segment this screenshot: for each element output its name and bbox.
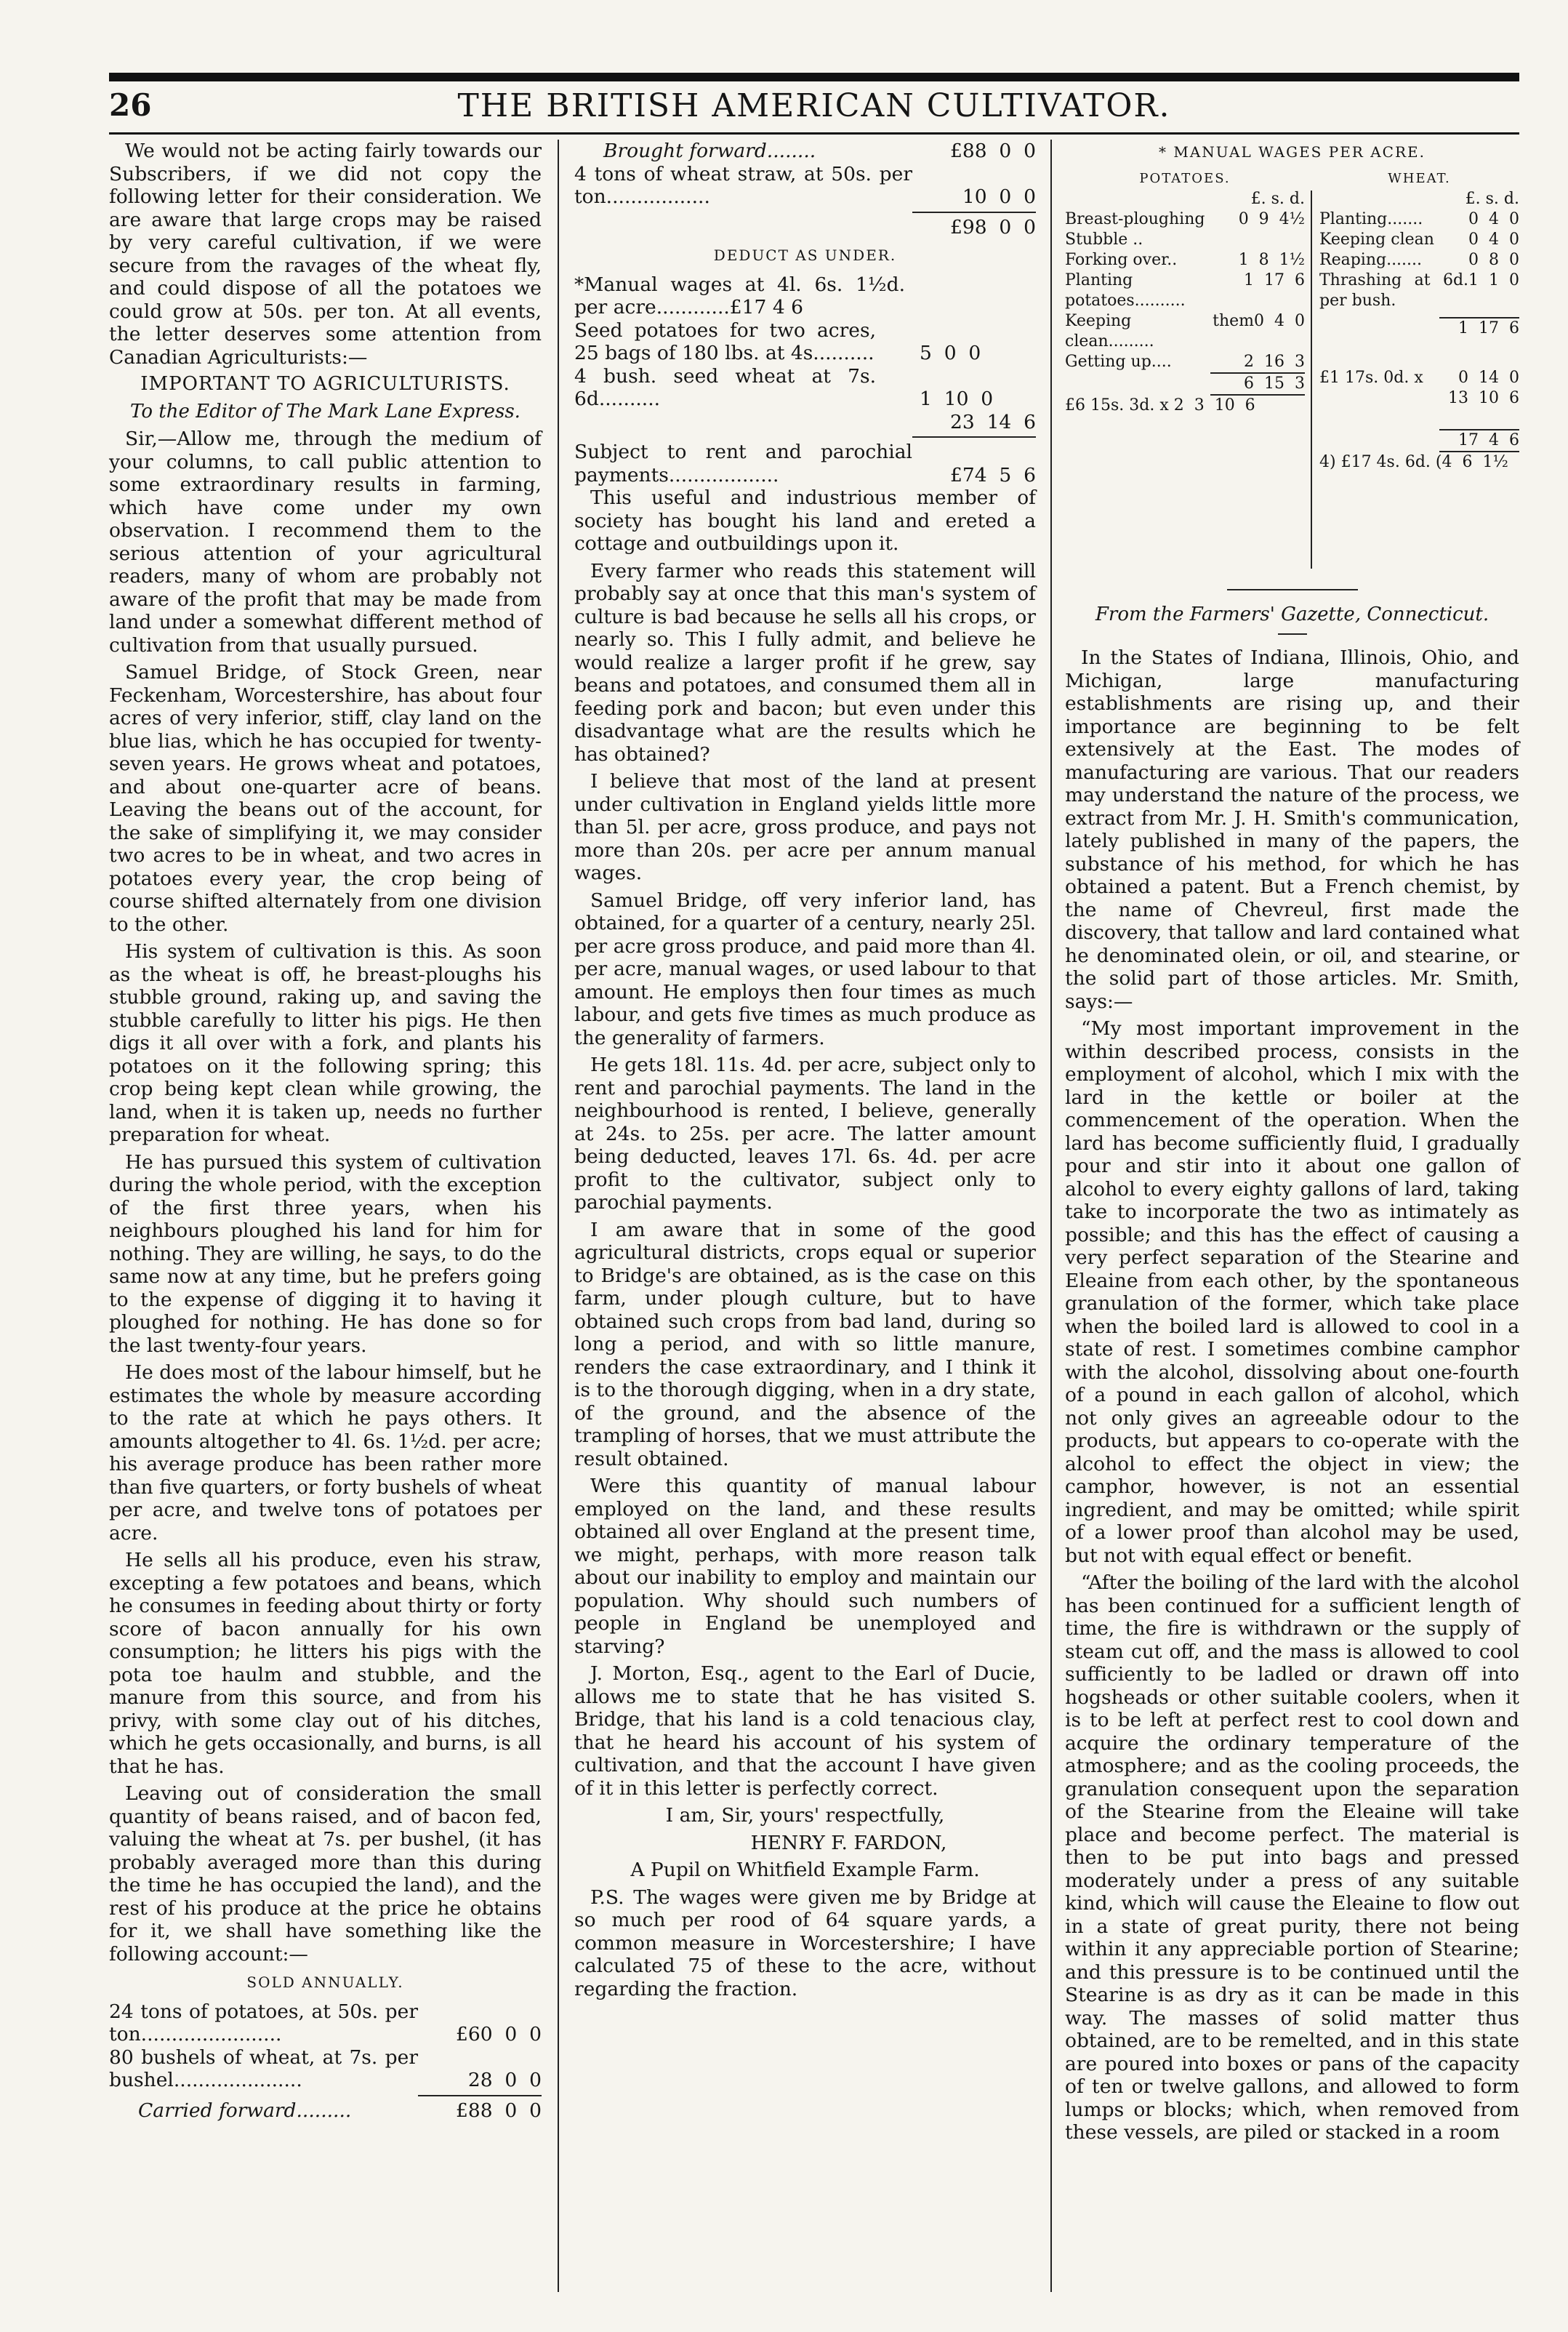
wage-value: 0 4 0 [1254,311,1305,330]
closing-line: I am, Sir, yours' respectfully, [665,1804,945,1827]
account-value: £60 0 0 [456,2023,542,2045]
paragraph: In the States of Indiana, Illinois, Ohio, and Michigan, large manufacturing establishments are rising up, and their importance are beginning to be felt extensively at the East. The modes of manufacturing are various. That our readers may understand the nature of the process, we extract from Mr. J. H. Smith's communication, lately published in many of the papers, the substance of his method, for which he has obtained a patent. But a French chemist, by the name of Chevreul, first made the discovery, that tallow and lard contained what he denominated olein, or oil, and stearine, or the solid part of those articles. Mr. Smith, says:— [1065,646,1519,1013]
sum-rule [912,212,1036,213]
wage-label: Planting potatoes.......... [1065,271,1186,310]
account-label: 4 tons of wheat straw, at 50s. per ton................. [574,162,912,208]
wage-label: Forking over.. [1065,250,1178,269]
account-row [574,319,1036,365]
column-3 [1065,140,1519,2149]
account-row [109,2046,542,2092]
masthead [109,87,1519,131]
article-heading: IMPORTANT TO AGRICULTURISTS. [140,373,510,395]
paragraph: “My most important improvement in the within described process, consists in the employment of alcohol, which I mix with the lard in the kettle or boiler at the commencement of the operation. When the lard has become sufficiently fluid, I gradually pour and stir into it about one gallon of alcohol to every eighty gallons of lard, taking take to incorporate the two as intimately as possible; and this has the effect of causing a very perfect separation of the Stearine and Eleaine from each other, by the spontaneous granulation of the former, which take place when the boiled lard is allowed to cool in a state of rest. I sometimes combine camphor with the alcohol, dissolving about one-fourth of a pound in each gallon of alcohol, which not only gives an agreeable odour to the products, but appears to co-operate with the alcohol to effect the object in view; the camphor, however, is not an essential ingredient, and may be omitted; while spirit of a lower proof than alcohol may be used, but not with equal effect or benefit. [1065,1017,1519,1567]
account-row [109,2099,542,2123]
wage-value: 0 9 4½ [1238,209,1305,228]
account-value: £98 0 0 [950,215,1036,239]
column-divider-2 [1050,140,1052,2292]
lsd-header: £. s. d. [1465,189,1519,208]
paragraph: He gets 18l. 11s. 4d. per acre, subject only to rent and parochial payments. The land in the neighbourhood is rented, I believe, generally at 24s. to 25s. per acre. The latter amount being deducted, leaves 17l. 6s. 4d. per acre profit to the cultivator, subject only to parochial payments. [574,1054,1036,1214]
wage-row [1065,250,1305,271]
wage-label: Breast-ploughing Stubble .. [1065,209,1205,249]
page-number: 26 [109,87,152,123]
wage-label: Keeping them clean......... [1065,311,1255,350]
wheat-final: 4) £17 4s. 6d. (4 6 1½ [1319,452,1508,471]
column-1 [109,140,542,2122]
wage-row [1065,311,1305,352]
column-divider-1 [558,140,559,2292]
wage-value: 1 8 1½ [1238,250,1305,269]
masthead-rule [109,132,1519,135]
account-label: Subject to rent and parochial payments.................. [574,441,912,486]
paragraph: Sir,—Allow me, through the medium of your columns, to call public attention to some extraordinary results in farming, which have come under my own observation. I recommend them to the serious attention of your agricultural readers, many of whom are probably not aware of the profit that may be made from land under a somewhat different method of cultivation from that usually pursued. [109,428,542,657]
wheat-sum-2: 17 4 6 [1458,430,1519,449]
account-label: 24 tons of potatoes, at 50s. per ton....................... [109,2000,418,2045]
account-row [574,411,1036,434]
account-row [574,441,1036,486]
sold-annually-heading: SOLD ANNUALLY. [246,1974,404,1991]
account-value: £88 0 0 [456,2099,542,2122]
account-row [574,216,1036,239]
source-line: From the Farmers' Gazette, Connecticut. [1095,603,1489,625]
to-editor-line: To the Editor of The Mark Lane Express. [130,400,520,422]
wage-value: 1 17 6 [1244,271,1305,289]
deduct-heading: DEDUCT AS UNDER. [713,247,897,264]
wheat-heading: WHEAT. [1388,170,1451,186]
wage-row [1065,209,1305,250]
paragraph: He does most of the labour himself, but he estimates the whole by measure according to the rate at which he pays others. It amounts altogether to 4l. 6s. 1½d. per acre; his average produce has been rather more than five quarters, or forty bushels of wheat per acre, and twelve tons of potatoes per acre. [109,1361,542,1544]
wheat-rows [1319,209,1519,311]
account-row [574,273,1036,319]
account-label: Carried forward......... [138,2099,352,2122]
account-row [574,163,1036,209]
column-2 [574,140,1036,2005]
wage-row [1065,271,1305,311]
account-value: 23 14 6 [950,410,1036,433]
signature: HENRY F. FARDON, [750,1831,947,1854]
potatoes-rows [1065,209,1305,372]
account-label: Brought forward........ [603,140,816,162]
potatoes-calc: £6 15s. 3d. x 2 3 10 6 [1065,396,1255,414]
paragraph: “After the boiling of the lard with the alcohol has been continued for a sufficient length of time, the fire is withdrawn or the supply of steam cut off, and the mass is allowed to cool sufficiently to be ladled or drawn off into hogsheads or other suitable coolers, when it is to be left at perfect rest to cool down and acquire the ordinary temperature of the atmosphere; and as the cooling proceeds, the granulation consequent upon the separation of the Stearine from the Eleaine will take place and become perfect. The material is then to be put into bags and pressed moderately under a press of any suitable kind, which will cause the Eleaine to flow out in a state of great purity, there not being within it any appreciable portion of Stearine; and this pressure is to be continued until the Stearine is as dry as it can be made in this way. The masses of solid matter thus obtained, are to be remelted, and in this state are poured into boxes or pans of the capacity of ten or twelve gallons, and allowed to form lumps or blocks; which, when removed from these vessels, are piled or stacked in a room [1065,1571,1519,2144]
paragraph: He sells all his produce, even his straw, excepting a few potatoes and beans, which he consumes in feeding about thirty or forty score of bacon annually for his own consumption; he litters his pigs with the pota toe haulm and stubble, and the manure from this source, and from his privy, with some clay out of his ditches, which he gets occasionally, and burns, is all that he has. [109,1549,542,1778]
paragraph: I am aware that in some of the good agricultural districts, crops equal or superior to Bridge's are obtained, as is the case on this farm, under plough culture, but to have obtained such crops from bad land, during so long a period, and with so little manure, renders the case extraordinary, and I think it is to the thorough digging, when in a dry state, of the ground, and the absence of the trampling of horses, that we must attribute the result obtained. [574,1218,1036,1470]
wage-value: 0 4 0 [1468,230,1519,249]
paragraph: Every farmer who reads this statement will probably say at once that this man's system of culture is bad because he sells all his crops, or nearly so. This I fully admit, and believe he would realize a larger profit if he grew, say beans and potatoes, and consumed them all in feeding pork and bacon; but even under this disadvantage what are the results which he has obtained? [574,559,1036,766]
postscript: P.S. The wages were given me by Bridge at so much per rood of 64 square yards, a common measure in Worcestershire; I have calculated 75 of these to the acre, without regarding the fraction. [574,1886,1036,2000]
wage-label: Thrashing at 6d. per bush. [1319,271,1469,310]
paragraph: This useful and industrious member of society has bought his land and ereted a cottage and outbuildings upon it. [574,486,1036,555]
account-row [574,365,1036,411]
wage-row [1319,250,1519,271]
account-label: 4 bush. seed wheat at 7s. 6d.......... [574,364,876,410]
newspaper-page [109,73,1519,2312]
potatoes-total: 6 15 3 [1244,374,1305,393]
wheat-table [1319,169,1519,473]
account-value: £74 5 6 [950,463,1036,486]
intro-paragraph: We would not be acting fairly towards our Subscribers, if we did not copy the following letter for their consideration. We are aware that large crops may be raised by very careful cultivation, if we were secure from the ravages of the wheat fly, and could dispose of all the potatoes we could grow at 50s. per ton. At all events, the letter deserves some attention from Canadian Agriculturists:— [109,140,542,369]
separator [1227,589,1358,590]
potatoes-heading: POTATOES. [1139,170,1231,186]
wage-value: 0 8 0 [1468,250,1519,269]
sum-rule [418,2095,542,2096]
account-label: *Manual wages at 4l. 6s. 1½d. per acre............£17 4 6 [574,273,905,318]
signature-title: A Pupil on Whitfield Example Farm. [630,1859,980,1881]
wage-value: 1 1 0 [1468,271,1519,289]
wage-value: 2 16 3 [1244,352,1305,371]
wage-row [1319,230,1519,250]
wages-table [1065,169,1519,576]
wage-row [1319,209,1519,230]
account-row [574,140,1036,163]
wage-label: Reaping....... [1319,250,1423,269]
wheat-total: 1 17 6 [1458,318,1519,337]
account-value: 10 0 0 [962,185,1036,208]
potatoes-table [1065,169,1305,416]
wages-heading: * MANUAL WAGES PER ACRE. [1159,143,1426,161]
paragraph: His system of cultivation is this. As soon as the wheat is off, he breast-ploughs his stubble ground, raking up, and saving the stubble carefully to litter his pigs. He then digs it all over with a fork, and plants his potatoes on it the following spring; this crop being kept clean while growing, the land, when it is taken up, needs no further preparation for wheat. [109,940,542,1146]
paragraph: I believe that most of the land at present under cultivation in England yields little more than 5l. per acre, gross produce, and pays not more than 20s. per acre per annum manual wages. [574,770,1036,884]
wheat-calc-value: 0 14 0 [1458,368,1519,387]
newspaper-title: THE BRITISH AMERICAN CULTIVATOR. [457,87,1171,124]
wage-value: 0 4 0 [1468,209,1519,228]
lsd-header: £. s. d. [1250,189,1305,208]
wage-row [1319,271,1519,311]
separator [1278,633,1307,635]
wage-label: Planting....... [1319,209,1423,228]
account-row [109,2000,542,2046]
paragraph: J. Morton, Esq., agent to the Earl of Ducie, allows me to state that he has visited S. Bridge, that his land is a cold tenacious clay, that he heard his account of his system of cultivation, and that the account I have given of it in this letter is perfectly correct. [574,1662,1036,1800]
wages-divider [1311,191,1312,569]
account-label: 80 bushels of wheat, at 7s. per bushel..................... [109,2045,418,2091]
wheat-calc-label: £1 17s. 0d. x [1319,368,1423,387]
account-label: Seed potatoes for two acres, 25 bags of 180 lbs. at 4s.......... [574,318,876,364]
paragraph: Samuel Bridge, off very inferior land, has obtained, for a quarter of a century, nearly 25l. per acre gross produce, and paid more than 4l. per acre, manual wages, or used labour to that amount. He employs then four times as much labour, and gets five times as much produce as the generality of farmers. [574,889,1036,1049]
top-heavy-rule [109,73,1519,81]
wage-label: Getting up.... [1065,352,1172,371]
account-value: £88 0 0 [950,140,1036,162]
paragraph: He has pursued this system of cultivation during the whole period, with the exception of the first three years, when his neighbours ploughed his land for him for nothing. They are willing, he says, to do the same now at any time, but he prefers going to the expense of digging it to having it ploughed for nothing. He has done so for the last twenty-four years. [109,1150,542,1357]
paragraph: Leaving out of consideration the small quantity of beans raised, and of bacon fed, valuing the wheat at 7s. per bushel, (it has probably averaged more than this during the time he has occupied the land), and the rest of his produce at the price he obtains for it, we shall have something like the following account:— [109,1782,542,1966]
sum-rule [912,436,1036,438]
wheat-sum: 13 10 6 [1448,388,1519,407]
paragraph: Were this quantity of manual labour employed on the land, and these results obtained all over England at the present time, we might, perhaps, with more reason talk about our inability to employ and maintain our population. Why should such numbers of people in England be unemployed and starving? [574,1475,1036,1658]
account-value: 1 10 0 [920,388,994,410]
paragraph: Samuel Bridge, of Stock Green, near Feckenham, Worcestershire, has about four acres of very inferior, stiff, clay land on the blue lias, which he has occupied for twenty-seven years. He grows wheat and potatoes, and about one-quarter acre of beans. Leaving the beans out of the account, for the sake of simplifying it, we may consider two acres to be in wheat, and two acres in potatoes every year, the crop being of course shifted alternately from one division to the other. [109,661,542,936]
account-value: 28 0 0 [467,2069,542,2091]
wage-label: Keeping clean [1319,230,1434,249]
account-value: 5 0 0 [920,342,981,364]
wage-row [1065,352,1305,372]
